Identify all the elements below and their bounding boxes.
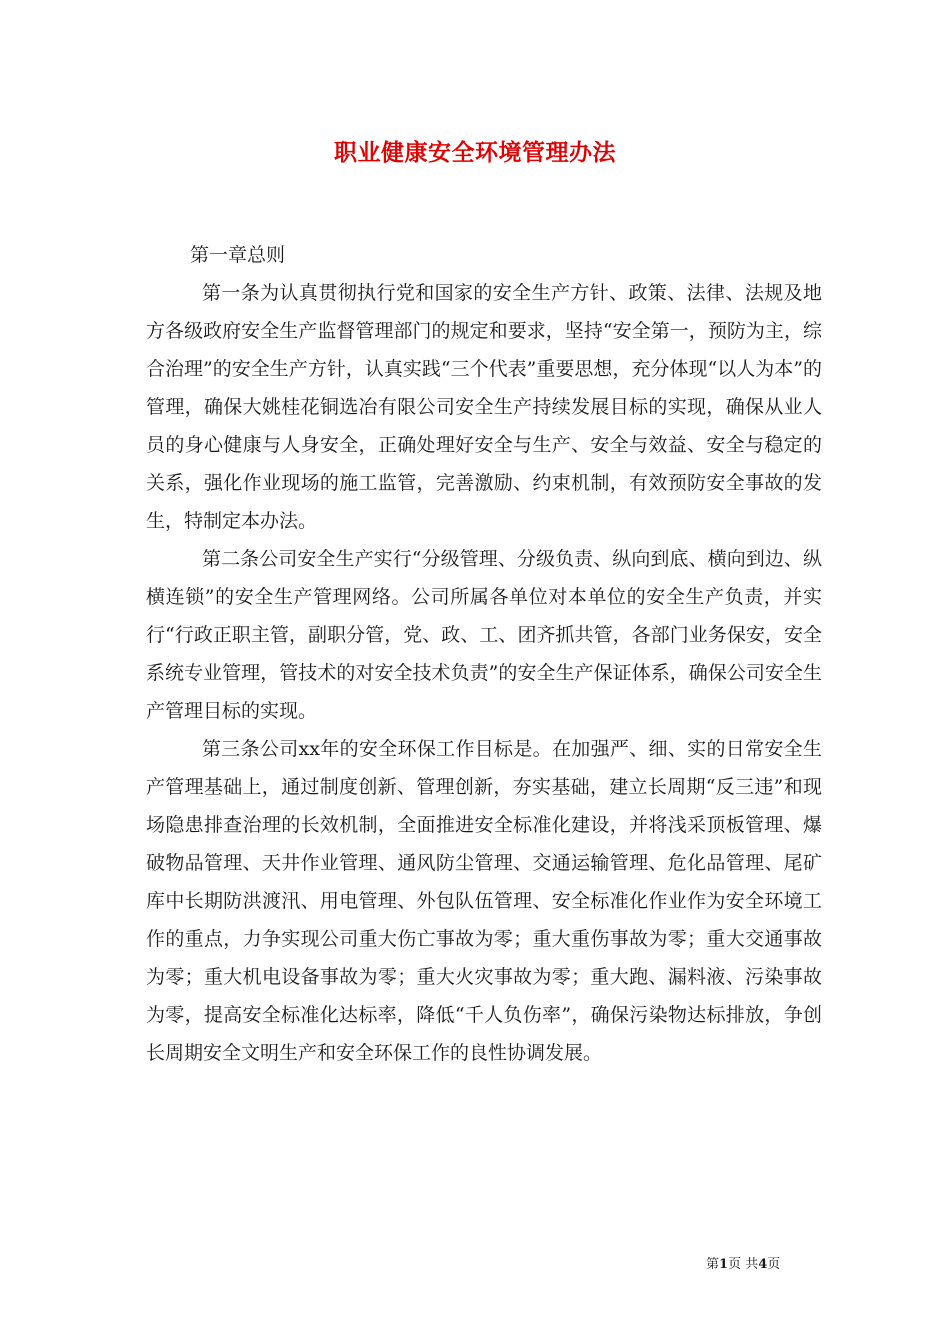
document-body xyxy=(146,236,822,1072)
footer-middle: 页 共 xyxy=(728,1257,759,1272)
page-title: 职业健康安全环境管理办法 xyxy=(334,139,616,166)
footer-prefix: 第 xyxy=(706,1257,720,1272)
article-1-paragraph: 第一条为认真贯彻执行党和国家的安全生产方针、政策、法律、法规及地方各级政府安全生产监督管理部门的规定和要求，坚持“安全第一，预防为主，综合治理”的安全生产方针，认真实践“三个代表”重要思想，充分体现“以人为本”的管理，确保大姚桂花铜选冶有限公司安全生产持续发展目标的实现，确保从业人员的身心健康与人身安全，正确处理好安全与生产、安全与效益、安全与稳定的关系，强化作业现场的施工监管，完善激励、约束机制，有效预防安全事故的发生，特制定本办法。 xyxy=(146,282,822,532)
total-page-count: 4 xyxy=(758,1257,768,1272)
current-page-number: 1 xyxy=(719,1257,729,1272)
footer-suffix: 页 xyxy=(767,1257,781,1272)
chapter-heading: 第一章总则 xyxy=(190,244,286,266)
article-2-paragraph: 第二条公司安全生产实行“分级管理、分级负责、纵向到底、横向到边、纵横连锁”的安全生产管理网络。公司所属各单位对本单位的安全生产负责，并实行“行政正职主管，副职分管，党、政、工、团齐抓共管，各部门业务保安，安全系统专业管理，管技术的对安全技术负责”的安全生产保证体系，确保公司安全生产管理目标的实现。 xyxy=(146,548,822,722)
article-3-paragraph: 第三条公司xx年的安全环保工作目标是。在加强严、细、实的日常安全生产管理基础上，通过制度创新、管理创新，夯实基础，建立长周期“反三违”和现场隐患排查治理的长效机制，全面推进安全标准化建设，并将浅采顶板管理、爆破物品管理、天井作业管理、通风防尘管理、交通运输管理、危化品管理、尾矿库中长期防洪渡汛、用电管理、外包队伍管理、安全标准化作业作为安全环境工作的重点，力争实现公司重大伤亡事故为零；重大重伤事故为零；重大交通事故为零；重大机电设备事故为零；重大火灾事故为零；重大跑、漏料液、污染事故为零，提高安全标准化达标率，降低“千人负伤率”，确保污染物达标排放，争创长周期安全文明生产和安全环保工作的良性协调发展。 xyxy=(146,738,822,1064)
page-footer xyxy=(706,1253,780,1272)
